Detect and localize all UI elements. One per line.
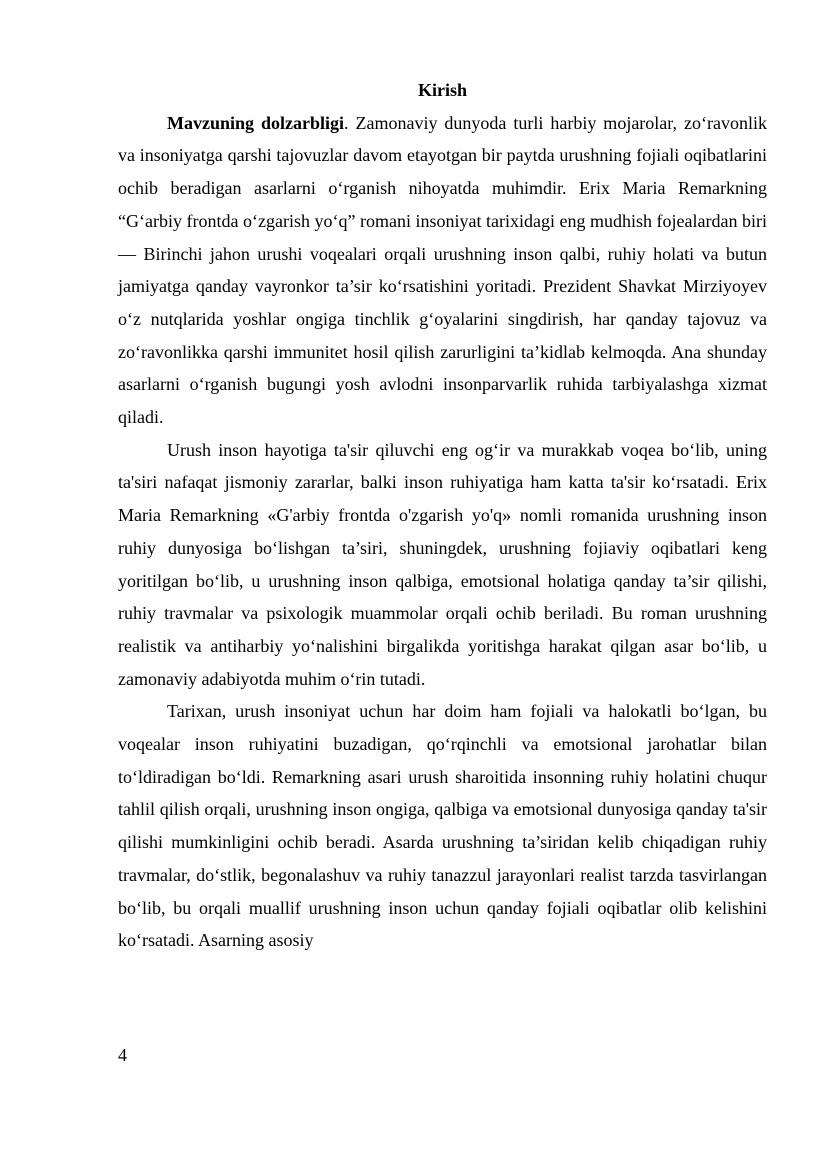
section-title: Kirish <box>417 80 467 100</box>
paragraph-lead: Mavzuning dolzarbligi <box>167 112 344 133</box>
paragraph-relevance <box>118 107 767 434</box>
page-number: 4 <box>118 1045 127 1065</box>
paragraph-war-impact: Urush inson hayotiga ta'sir qiluvchi eng og‘ir va murakkab voqea bo‘lib, uning ta'siri nafaqat jismoniy zararlar, balki inson ruhiyatiga ham katta ta'sir ko‘rsatadi. Erix Maria Remarkning «G'arbiy frontda o'zgarish yo'q» nomli romanida urushning inson ruhiy dunyosiga bo‘lishgan ta’siri, shuningdek, urushning fojiaviy oqibatlari keng yoritilgan bo‘lib, u urushning inson qalbiga, emotsional holatiga qanday ta’sir qilishi, ruhiy travmalar va psixologik muammolar orqali ochib beriladi. Bu roman urushning realistik va antiharbiy yo‘nalishini birgalikda yoritishga harakat qilgan asar bo‘lib, u zamonaviy adabiyotda muhim o‘rin tutadi. <box>118 439 767 689</box>
document-page <box>118 74 767 957</box>
paragraph-text: . Zamonaviy dunyoda turli harbiy mojarolar, zo‘ravonlik va insoniyatga qarshi tajovuzlar davom etayotgan bir paytda urushning fojiali oqibatlarini ochib beradigan asarlarni o‘rganish nihoyatda muhimdir. Erix Maria Remarkning “G‘arbiy frontda o‘zgarish yo‘q” romani insoniyat tarixidagi eng mudhish fojealardan biri — Birinchi jahon urushi voqealari orqali urushning inson qalbi, ruhiy holati va butun jamiyatga qanday vayronkor ta’sir ko‘rsatishini yoritadi. Prezident Shavkat Mirziyoyev o‘z nutqlarida yoshlar ongiga tinchlik g‘oyalarini singdirish, har qanday tajovuz va zo‘ravonlikka qarshi immunitet hosil qilish zarurligini ta’kidlab kelmoqda. Ana shunday asarlarni o‘rganish bugungi yosh avlodni insonparvarlik ruhida tarbiyalashga xizmat qiladi. <box>118 112 768 428</box>
paragraph-history: Tarixan, urush insoniyat uchun har doim ham fojiali va halokatli bo‘lgan, bu voqealar inson ruhiyatini buzadigan, qo‘rqinchli va emotsional jarohatlar bilan to‘ldiradigan bo‘ldi. Remarkning asari urush sharoitida insonning ruhiy holatini chuqur tahlil qilish orqali, urushning inson ongiga, qalbiga va emotsional dunyosiga qanday ta'sir qilishi mumkinligini ochib beradi. Asarda urushning ta’siridan kelib chiqadigan ruhiy travmalar, do‘stlik, begonalashuv va ruhiy tanazzul jarayonlari realist tarzda tasvirlangan bo‘lib, bu orqali muallif urushning inson uchun qanday fojiali oqibatlar olib kelishini ko‘rsatadi. Asarning asosiy <box>118 701 767 951</box>
